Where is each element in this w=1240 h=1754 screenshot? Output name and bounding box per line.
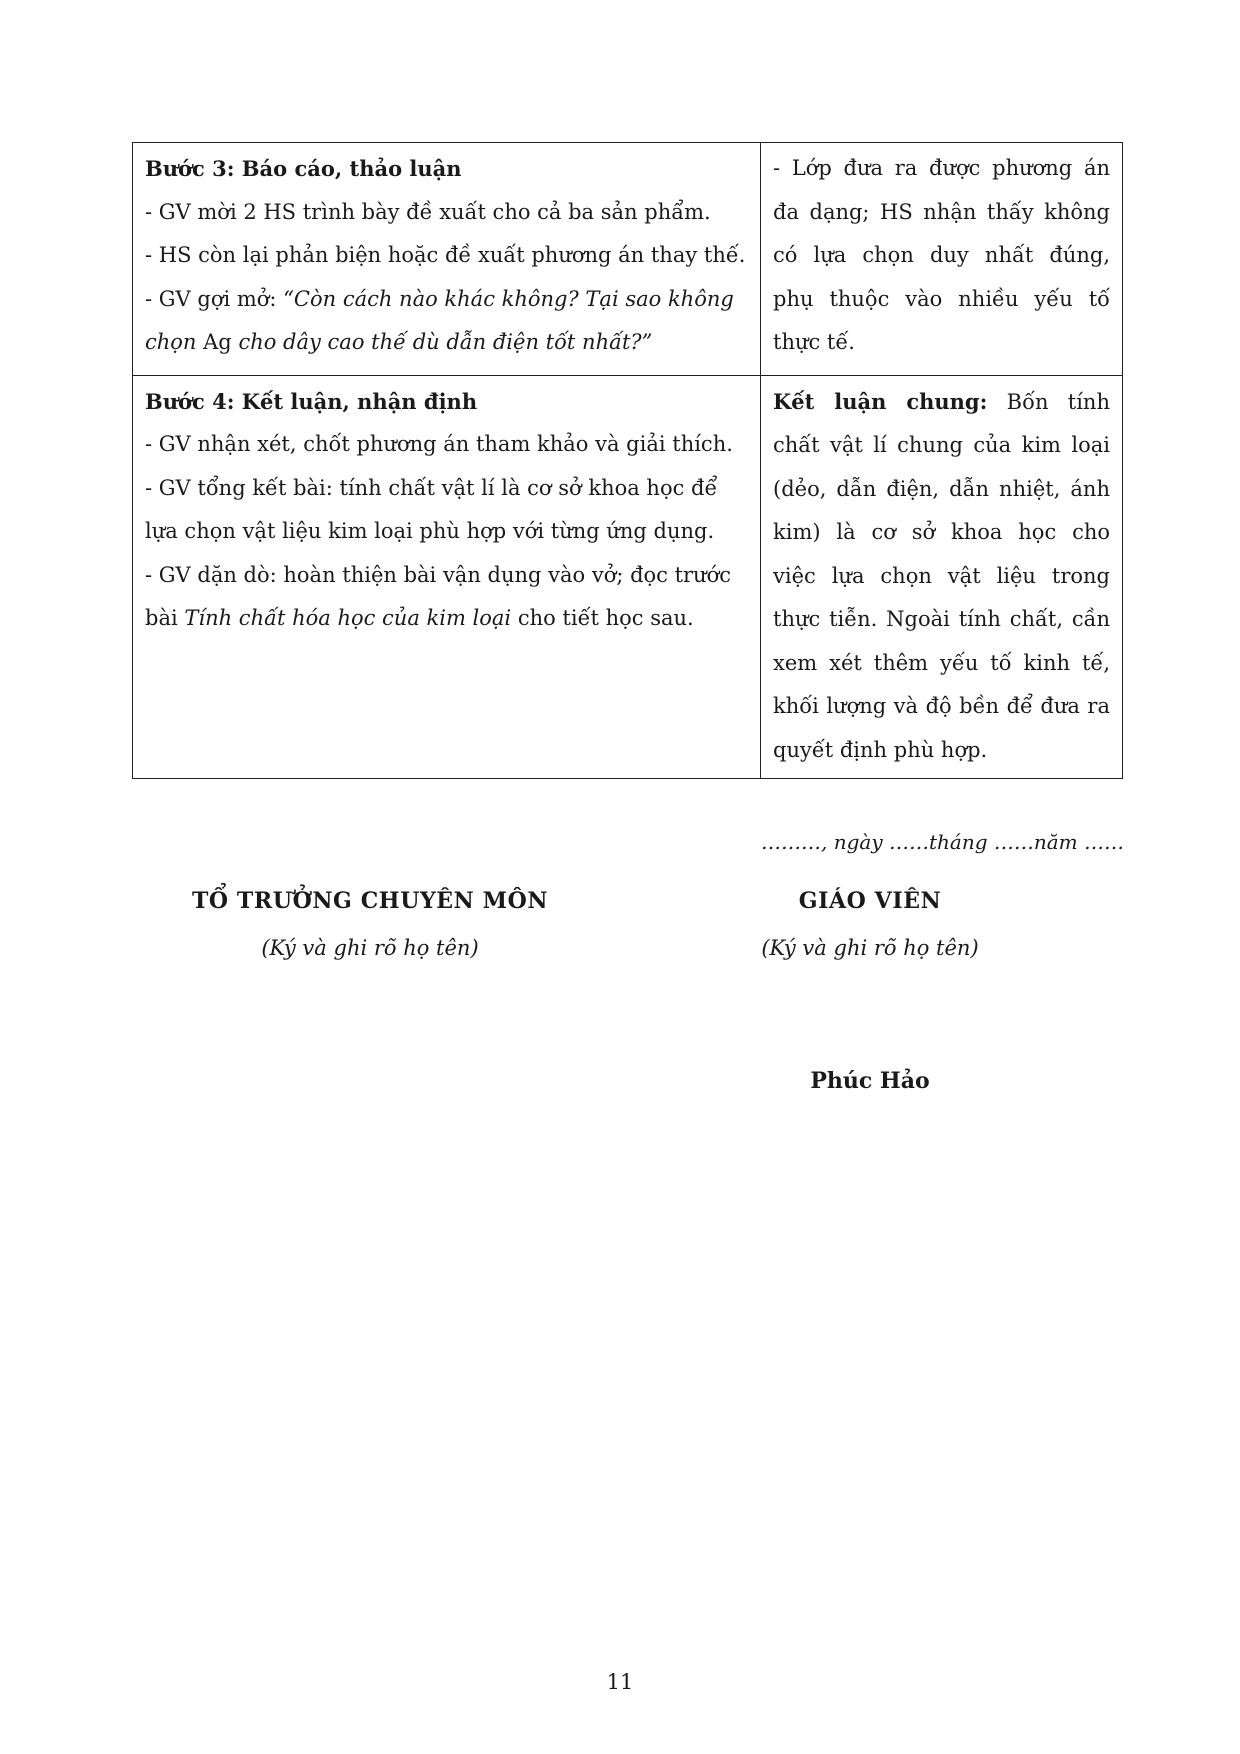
teacher-name: Phúc Hảo bbox=[810, 1068, 930, 1094]
table-row-step3 bbox=[133, 143, 1123, 376]
conclusion-line-5: việc lựa chọn vật liệu trong bbox=[773, 563, 1110, 588]
step3-outcome-line-5: thực tế. bbox=[773, 330, 855, 354]
step4-activities-cell bbox=[133, 375, 761, 779]
step4-conclusion-cell bbox=[761, 375, 1123, 779]
step3-line-4-italic-b: cho dây cao thế dù dẫn điện tốt nhất?” bbox=[238, 330, 653, 354]
step4-line-5-suffix: cho tiết học sau. bbox=[511, 606, 694, 630]
step4-line-5 bbox=[145, 597, 748, 641]
step3-line-2: - HS còn lại phản biện hoặc đề xuất phương án thay thế. bbox=[145, 243, 746, 267]
teacher-sign-note: (Ký và ghi rõ họ tên) bbox=[761, 936, 979, 960]
signature-date-line: ………, ngày ……tháng ……năm …… bbox=[761, 830, 1124, 854]
conclusion-line-1-rest: Bốn tính bbox=[987, 389, 1110, 414]
conclusion-line-2: chất vật lí chung của kim loại bbox=[773, 433, 1110, 457]
conclusion-line-6: thực tiễn. Ngoài tính chất, cần bbox=[773, 607, 1110, 631]
step4-heading: Bước 4: Kết luận, nhận định bbox=[145, 388, 478, 414]
step4-line-2: - GV tổng kết bài: tính chất vật lí là cơ sở khoa học để bbox=[145, 475, 718, 500]
step3-outcome-line-4: phụ thuộc vào nhiều yếu tố bbox=[773, 286, 1110, 311]
step3-line-4-ag: Ag bbox=[196, 330, 239, 354]
step4-line-1: - GV nhận xét, chốt phương án tham khảo và giải thích. bbox=[145, 432, 733, 456]
conclusion-line-7: xem xét thêm yếu tố kinh tế, bbox=[773, 650, 1110, 675]
step4-line-4: - GV dặn dò: hoàn thiện bài vận dụng vào vở; đọc trước bbox=[145, 562, 732, 587]
step3-outcome-line-2: đa dạng; HS nhận thấy không bbox=[773, 199, 1110, 224]
conclusion-line-8: khối lượng và độ bền để đưa ra bbox=[773, 694, 1110, 718]
step3-outcome-line-1: - Lớp đưa ra được phương án bbox=[773, 156, 1110, 180]
conclusion-line-1 bbox=[773, 380, 1110, 425]
step3-outcome-line-3: có lựa chọn duy nhất đúng, bbox=[773, 243, 1110, 267]
lesson-activity-table bbox=[132, 142, 1123, 779]
conclusion-line-4: kim) là cơ sở khoa học cho bbox=[773, 520, 1110, 544]
page-number: 11 bbox=[606, 1670, 634, 1694]
step4-next-lesson-title: Tính chất hóa học của kim loại bbox=[184, 606, 512, 630]
step4-line-5-prefix: bài bbox=[145, 606, 185, 630]
conclusion-label: Kết luận chung: bbox=[773, 388, 988, 414]
step3-outcome-cell bbox=[761, 143, 1123, 376]
table-row-step4 bbox=[133, 375, 1123, 779]
step3-line-4 bbox=[145, 321, 748, 365]
step3-line-3-question: “Còn cách nào khác không? Tại sao không bbox=[283, 286, 734, 311]
conclusion-line-9: quyết định phù hợp. bbox=[773, 737, 988, 762]
department-head-sign-note: (Ký và ghi rõ họ tên) bbox=[261, 936, 479, 960]
step3-line-4-italic-a: chọn bbox=[145, 330, 197, 354]
step3-heading: Bước 3: Báo cáo, thảo luận bbox=[145, 156, 462, 181]
step3-line-3-prefix: - GV gợi mở: bbox=[145, 286, 284, 311]
conclusion-line-3: (dẻo, dẫn điện, dẫn nhiệt, ánh bbox=[773, 476, 1110, 501]
step3-line-3 bbox=[145, 278, 748, 322]
step3-activities-cell bbox=[133, 143, 761, 376]
department-head-title: TỔ TRƯỞNG CHUYÊN MÔN bbox=[191, 888, 549, 914]
step4-line-3: lựa chọn vật liệu kim loại phù hợp với từng ứng dụng. bbox=[145, 519, 715, 543]
step3-line-1: - GV mời 2 HS trình bày đề xuất cho cả ba sản phẩm. bbox=[145, 199, 711, 224]
teacher-title: GIÁO VIÊN bbox=[798, 888, 942, 914]
